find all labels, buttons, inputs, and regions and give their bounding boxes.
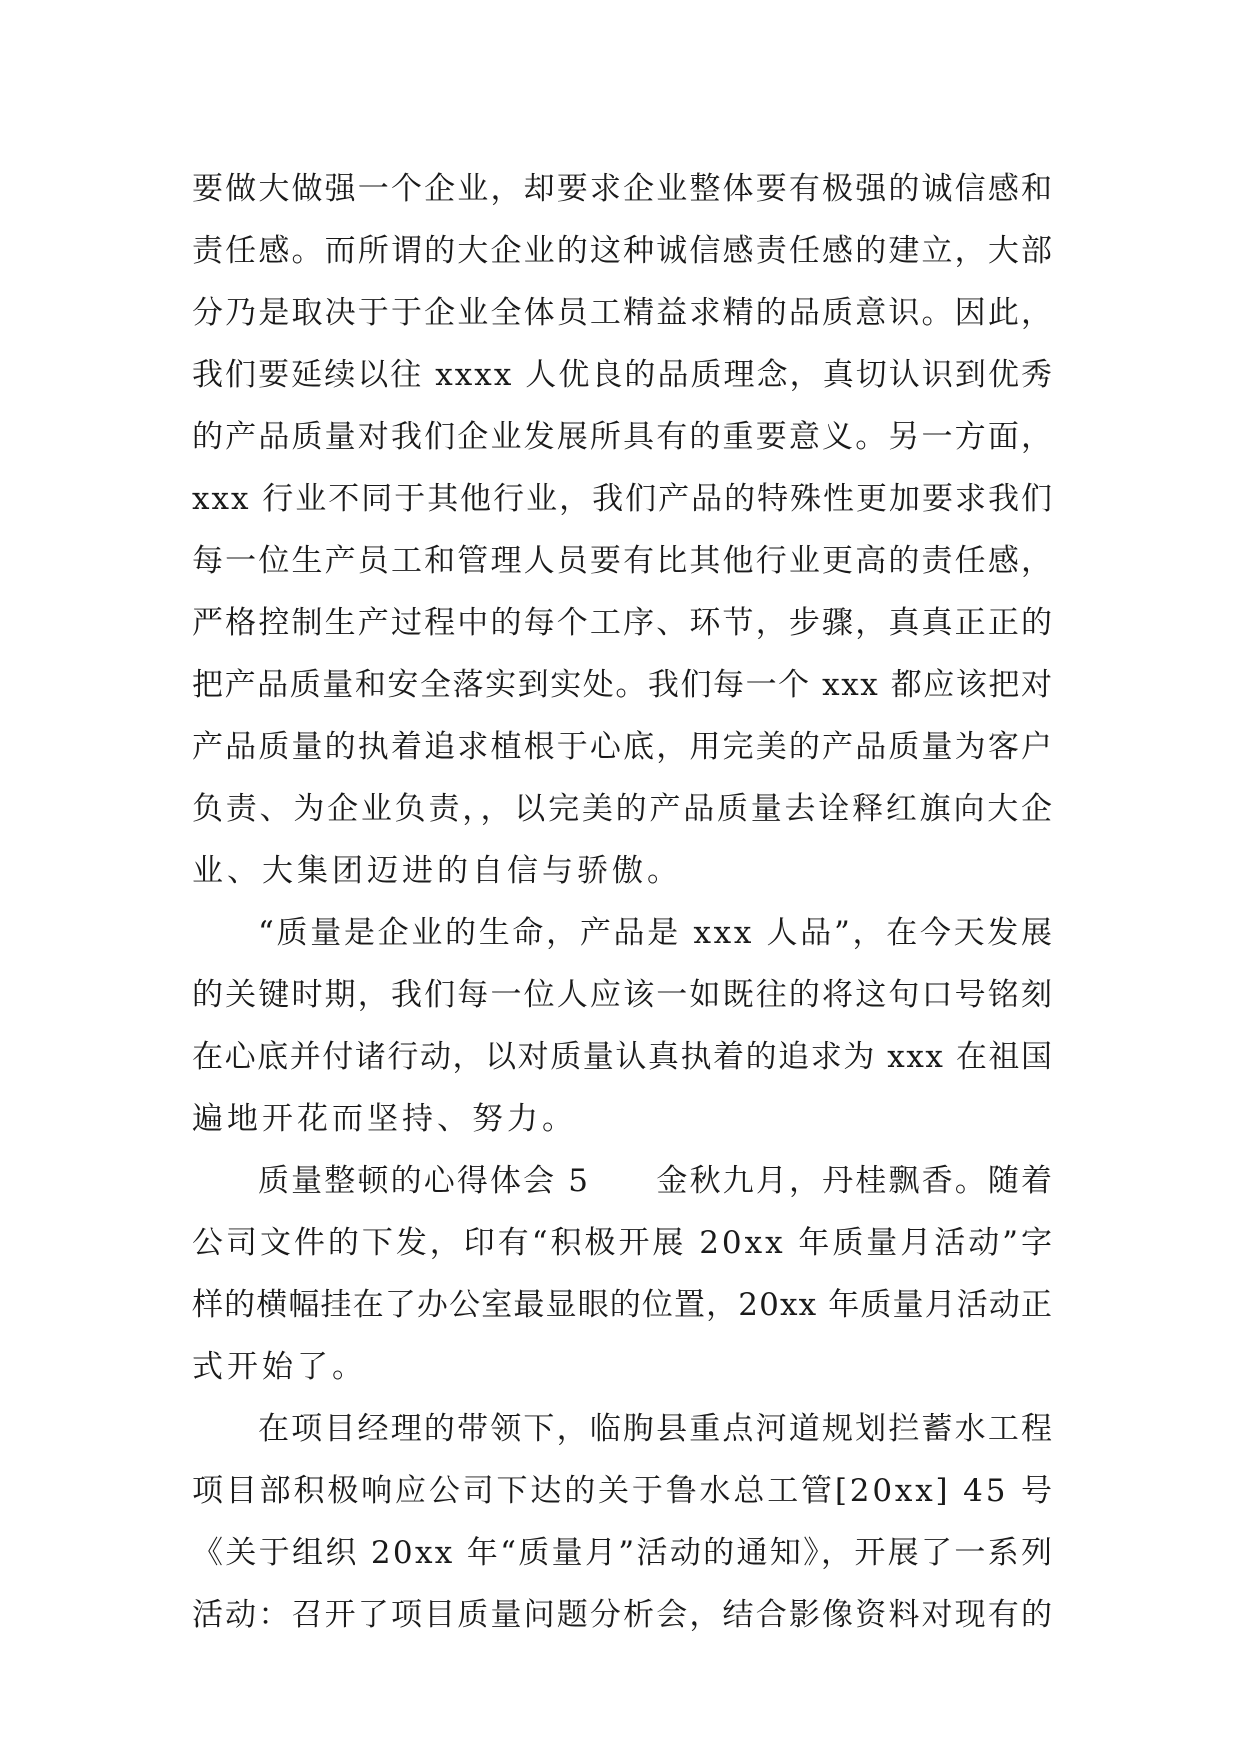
text-line (192, 716, 1055, 778)
line-text: 责任感。而所谓的大企业的这种诚信感责任感的建立，大部 (192, 233, 1055, 269)
line-text: 在心底并付诸行动，以对质量认真执着的追求为 xxx 在祖国 (192, 1039, 1054, 1075)
text-line (192, 1460, 1055, 1522)
text-line (192, 1522, 1055, 1584)
text-line (192, 1398, 1055, 1460)
line-text: 负责、为企业负责，，以完美的产品质量去诠释红旗向大企 (192, 791, 1055, 827)
line-text: 项目部积极响应公司下达的关于鲁水总工管[20xx] 45 号 (192, 1473, 1055, 1509)
line-text: 把产品质量和安全落实到实处。我们每一个 xxx 都应该把对 (192, 667, 1054, 703)
line-text: 业、大集团迈进的自信与骄傲。 (192, 853, 682, 889)
text-line (192, 1336, 1052, 1398)
line-text: 严格控制生产过程中的每个工序、环节，步骤，真真正正的 (192, 605, 1055, 641)
line-text: 每一位生产员工和管理人员要有比其他行业更高的责任感， (192, 543, 1055, 579)
text-line (192, 1274, 1052, 1336)
line-text: 产品质量的执着追求植根于心底，用完美的产品质量为客户 (192, 729, 1055, 765)
text-line (192, 1026, 1052, 1088)
text-line (192, 468, 1052, 530)
line-text: 《关于组织 20xx 年“质量月”活动的通知》，开展了一系列 (192, 1535, 1055, 1571)
text-line (192, 1088, 1052, 1150)
line-text: 质量整顿的心得体会 5 金秋九月，丹桂飘香。随着 (258, 1163, 1055, 1199)
line-text: xxx 行业不同于其他行业，我们产品的特殊性更加要求我们 (192, 481, 1054, 517)
text-line (192, 902, 1055, 964)
line-text: 要做大做强一个企业，却要求企业整体要有极强的诚信感和 (192, 171, 1055, 207)
text-line (192, 406, 1055, 468)
text-line (192, 654, 1052, 716)
text-line (192, 158, 1055, 220)
text-line (192, 778, 1055, 840)
line-text: 在项目经理的带领下，临朐县重点河道规划拦蓄水工程 (258, 1411, 1055, 1447)
text-line (192, 964, 1055, 1026)
text-line (192, 1150, 1055, 1212)
text-line (192, 592, 1055, 654)
line-text: 公司文件的下发，印有“积极开展 20xx 年质量月活动”字 (192, 1225, 1055, 1261)
document-body (192, 158, 1055, 1646)
text-line (192, 840, 1052, 902)
text-line (192, 530, 1055, 592)
text-line (192, 1212, 1055, 1274)
line-text: 遍地开花而坚持、努力。 (192, 1101, 577, 1137)
line-text: 样的横幅挂在了办公室最显眼的位置，20xx 年质量月活动正 (192, 1287, 1054, 1323)
text-line (192, 220, 1055, 282)
text-line (192, 344, 1055, 406)
line-text: “质量是企业的生命，产品是 xxx 人品”，在今天发展 (258, 915, 1055, 951)
line-text: 式开始了。 (192, 1349, 367, 1385)
text-line (192, 1584, 1055, 1646)
text-line (192, 282, 1055, 344)
line-text: 的关键时期，我们每一位人应该一如既往的将这句口号铭刻 (192, 977, 1055, 1013)
line-text: 活动：召开了项目质量问题分析会，结合影像资料对现有的 (192, 1597, 1055, 1633)
line-text: 我们要延续以往 xxxx 人优良的品质理念，真切认识到优秀 (192, 357, 1055, 393)
line-text: 分乃是取决于于企业全体员工精益求精的品质意识。因此， (192, 295, 1055, 331)
line-text: 的产品质量对我们企业发展所具有的重要意义。另一方面， (192, 419, 1055, 455)
